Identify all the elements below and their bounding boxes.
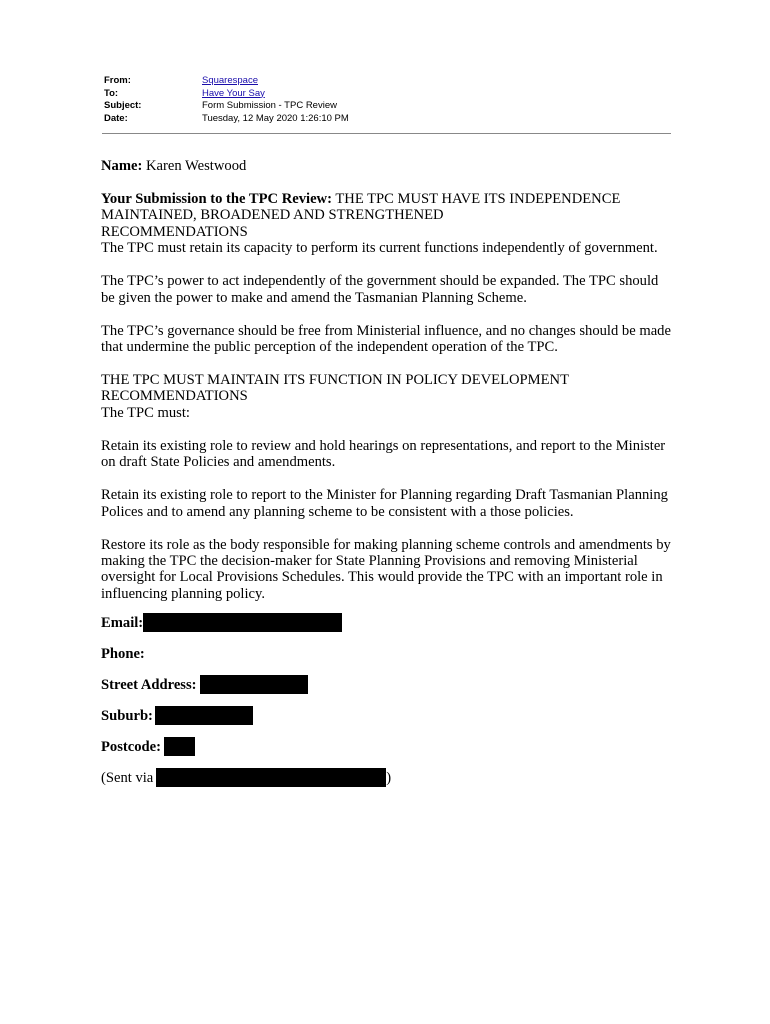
submission-paragraph-5: Retain its existing role to report to the Minister for Planning regarding Draft Tasmanian Planning Polices and to amend any planning scheme to be consistent with a those policies. (101, 487, 668, 520)
submission-block (101, 191, 671, 257)
sent-via-line (101, 769, 671, 786)
submission-heading-2-sub: RECOMMENDATIONS (101, 388, 248, 405)
submission-label: Your Submission to the TPC Review: (101, 191, 332, 207)
from-row (104, 75, 349, 88)
submission-heading-2-intro: The TPC must: (101, 404, 190, 421)
submission-paragraph-6: Restore its role as the body responsible for making planning scheme controls and amendments by making the TPC the decision-maker for State Planning Provisions and removing Ministerial oversight for Local Provisions Schedules. This would provide the TPC with an important role in influencing planning policy. (101, 536, 671, 602)
to-row (104, 88, 349, 101)
submission-paragraph-4: Retain its existing role to review and hold hearings on representations, and report to the Minister on draft State Policies and amendments. (101, 437, 666, 471)
to-label: To: (104, 87, 119, 99)
name-value: Karen Westwood (146, 158, 247, 174)
date-value: Tuesday, 12 May 2020 1:26:10 PM (202, 113, 349, 125)
email-label: Email: (101, 614, 144, 631)
postcode-label: Postcode: (101, 738, 161, 755)
street-address-redaction (200, 675, 308, 694)
email-redaction (143, 613, 342, 632)
suburb-redaction (155, 706, 253, 725)
suburb-field (101, 707, 671, 724)
subject-row (104, 100, 349, 113)
submission-heading-1-sub: RECOMMENDATIONS (101, 223, 248, 240)
subject-label: Subject: (104, 100, 142, 112)
name-line (101, 158, 671, 174)
sent-via-prefix: (Sent via (101, 769, 154, 786)
submission-paragraph-2: The TPC’s power to act independently of the government should be expanded. The TPC should be given the power to make and amend the Tasmanian Planning Scheme. (101, 273, 659, 306)
street-address-field (101, 676, 671, 693)
submission-section-2 (101, 372, 671, 421)
phone-field (101, 645, 671, 662)
email-field (101, 614, 671, 631)
submission-paragraph-3: The TPC’s governance should be free from Ministerial influence, and no changes should be made that undermine the public perception of the independent operation of the TPC. (101, 322, 671, 356)
header-divider (102, 133, 671, 134)
from-link[interactable]: Squarespace (202, 75, 258, 86)
postcode-field (101, 738, 671, 755)
email-header (104, 75, 349, 126)
message-body (101, 158, 671, 800)
sent-via-suffix: ) (386, 769, 392, 786)
sent-via-redaction (156, 768, 386, 787)
date-label: Date: (104, 113, 128, 125)
submission-heading-2: THE TPC MUST MAINTAIN ITS FUNCTION IN POLICY DEVELOPMENT (101, 372, 569, 389)
submission-heading-1: THE TPC MUST HAVE ITS INDEPENDENCE MAINTAINED, BROADENED AND STRENGTHENED (101, 191, 621, 224)
name-label: Name: (101, 158, 143, 174)
date-row (104, 113, 349, 126)
from-label: From: (104, 75, 131, 86)
submission-paragraph-1: The TPC must retain its capacity to perform its current functions independently of government. (101, 240, 658, 257)
phone-label: Phone: (101, 645, 145, 662)
street-address-label: Street Address: (101, 676, 197, 693)
subject-value: Form Submission - TPC Review (202, 100, 337, 112)
to-link[interactable]: Have Your Say (202, 87, 265, 99)
suburb-label: Suburb: (101, 707, 153, 724)
postcode-redaction (164, 737, 195, 756)
